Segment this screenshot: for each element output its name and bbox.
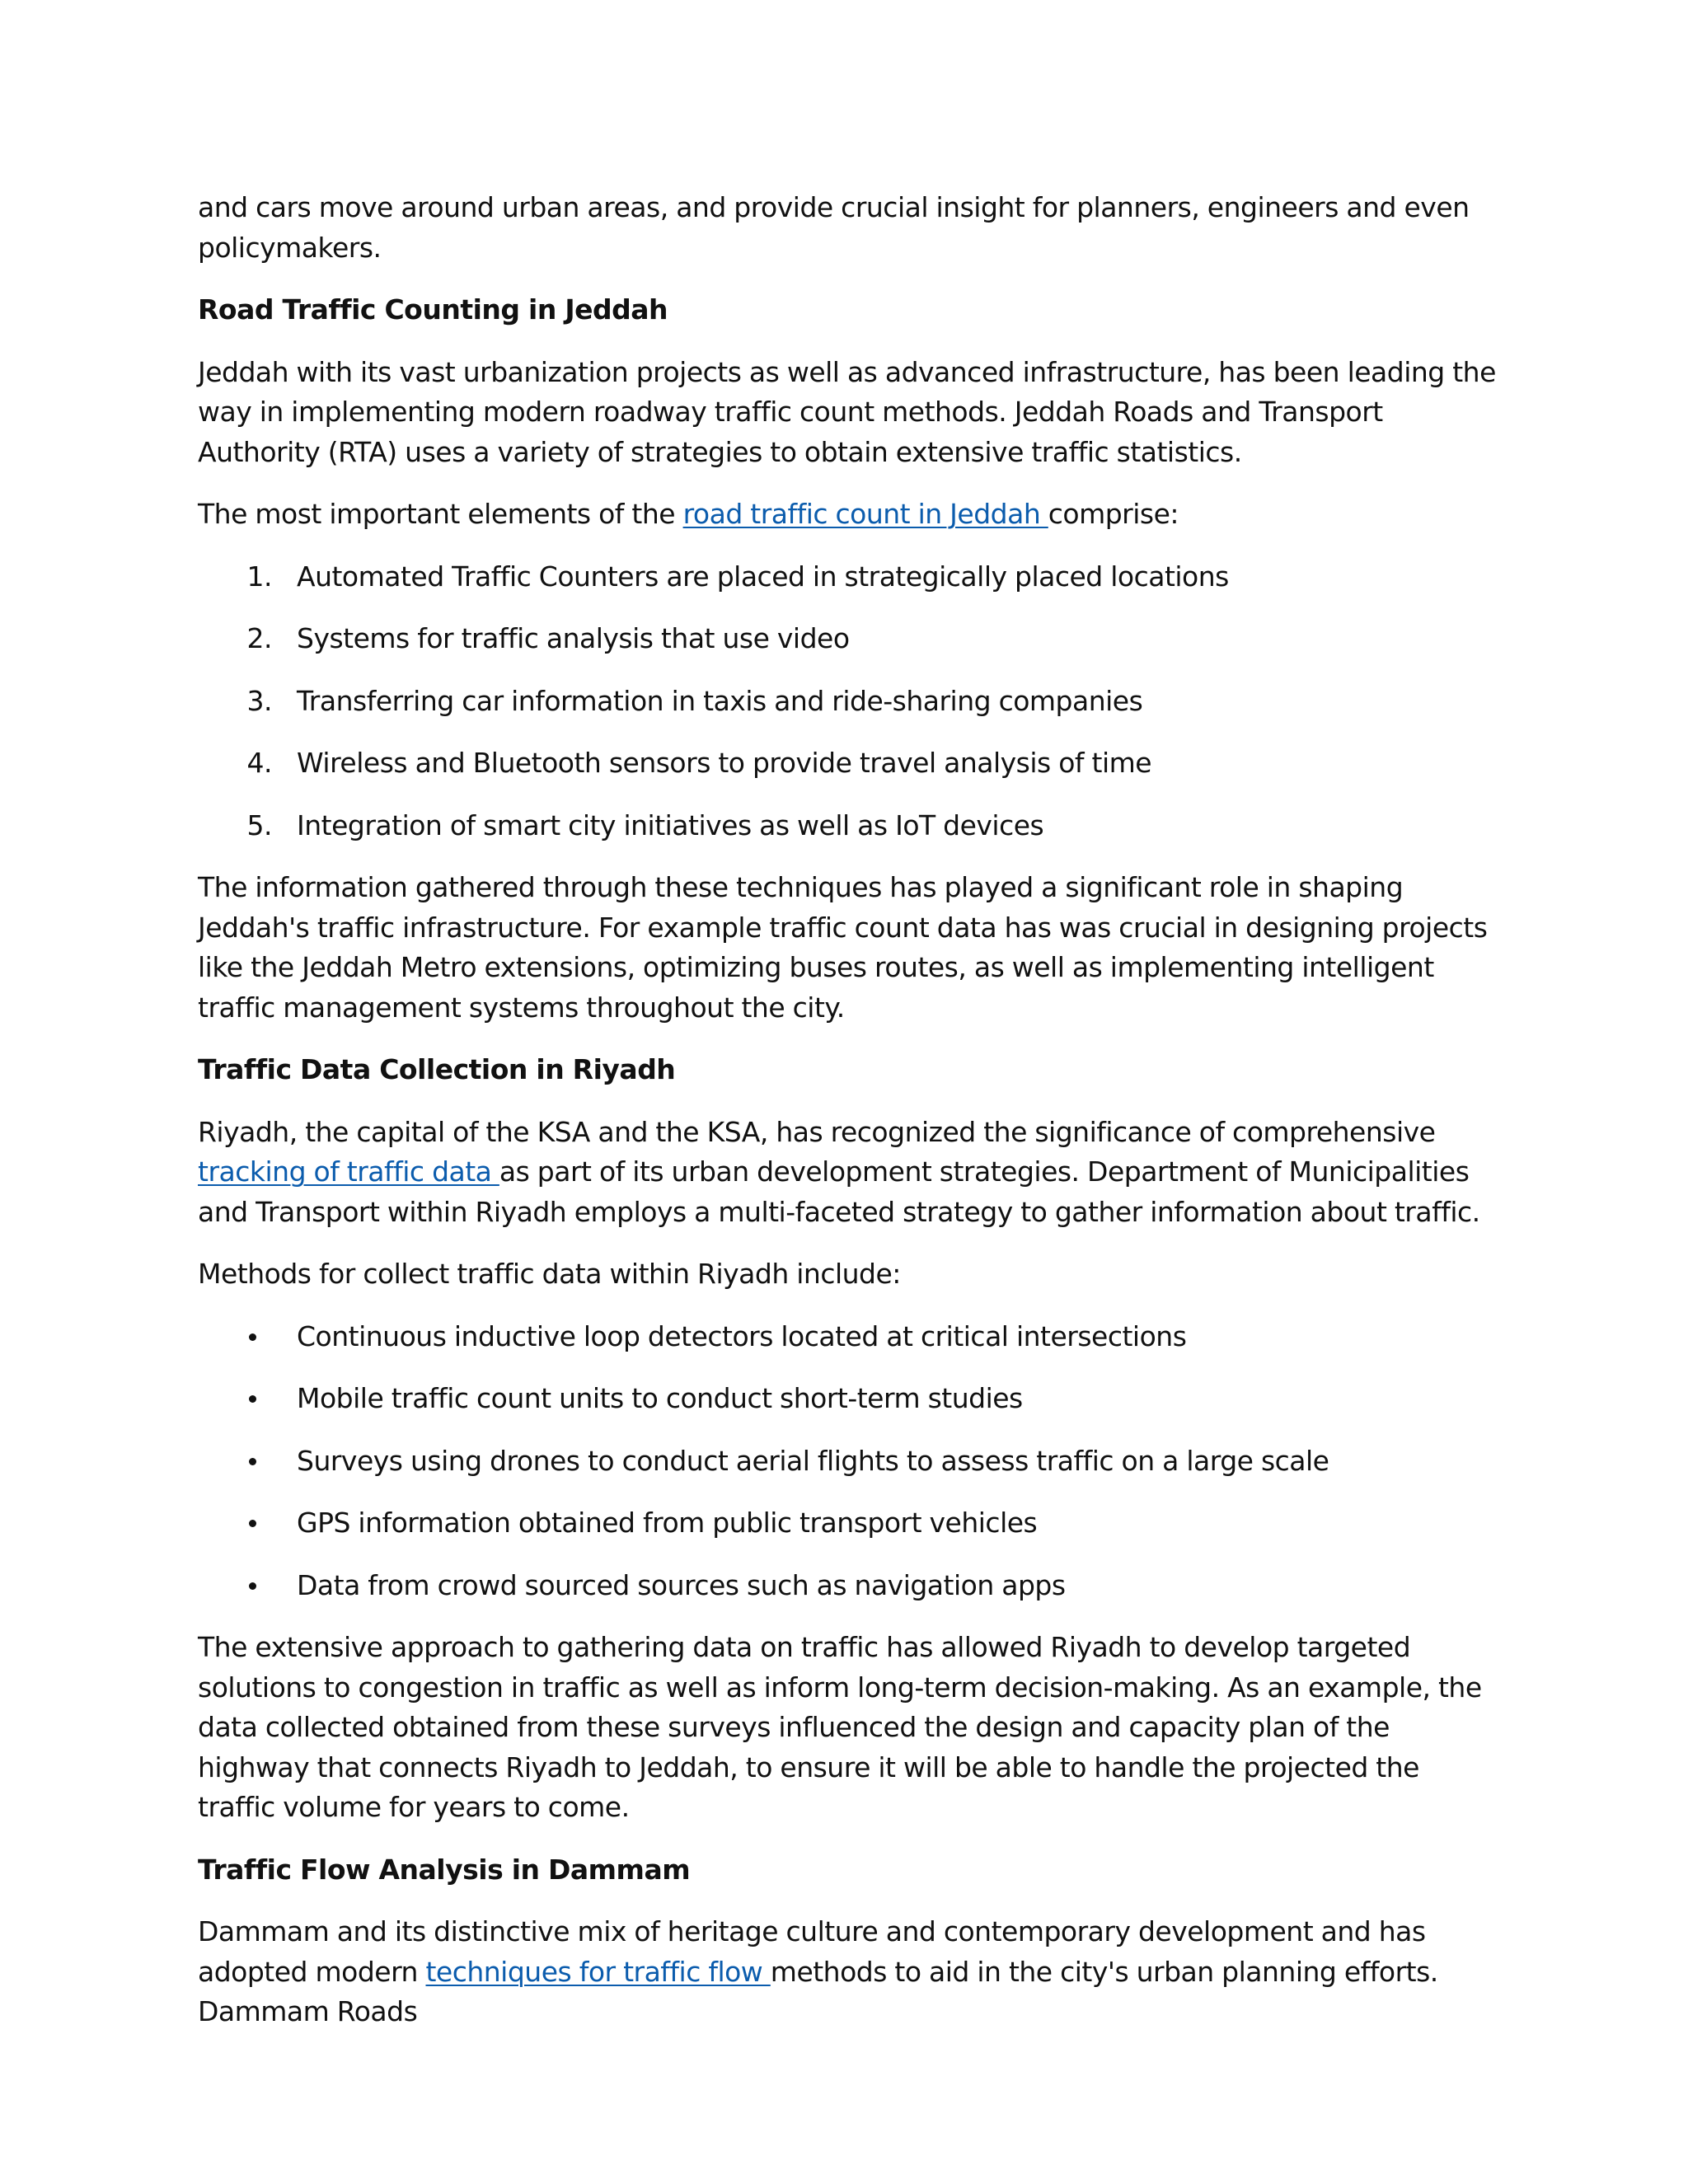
riyadh-paragraph-1: [198, 1113, 1500, 1233]
list-number: 1.: [246, 560, 272, 593]
riyadh-paragraph-1-text-after: as part of its urban development strategies. Department of Municipalities and Transport within Riyadh employs a multi-faceted strategy to gather information about traffic.: [198, 1155, 1480, 1228]
intro-paragraph: and cars move around urban areas, and provide crucial insight for planners, engineers and even policymakers.: [198, 191, 1470, 264]
list-item-text: Data from crowd sourced sources such as navigation apps: [297, 1568, 1066, 1601]
jeddah-paragraph-2-text-before: The most important elements of the: [198, 498, 683, 530]
list-item-text: Mobile traffic count units to conduct short-term studies: [297, 1382, 1023, 1414]
bullet-icon: [249, 1582, 256, 1590]
list-number: 4.: [246, 747, 272, 779]
dammam-heading: Traffic Flow Analysis in Dammam: [198, 1853, 691, 1886]
list-item: [198, 1317, 1500, 1357]
document-page: [198, 188, 1500, 2055]
jeddah-paragraph-1: Jeddah with its vast urbanization projects as well as advanced infrastructure, has been leading the way in implementing modern roadway traffic count methods. Jeddah Roads and Transport Authority (RTA) uses a variety of strategies to obtain extensive traffic statistics.: [198, 355, 1496, 468]
list-number: 2.: [246, 622, 272, 654]
riyadh-paragraph-3: The extensive approach to gathering data on traffic has allowed Riyadh to develop targeted solutions to congestion in traffic as well as inform long-term decision-making. As an example, the data collected obtained from these surveys influenced the design and capacity plan of the highway that connects Riyadh to Jeddah, to ensure it will be able to handle the projected the traffic volume for years to come.: [198, 1631, 1482, 1823]
list-item: [198, 619, 1500, 659]
list-item-text: Transferring car information in taxis and ride-sharing companies: [297, 684, 1143, 717]
jeddah-paragraph-2: [198, 494, 1500, 535]
list-item: [198, 743, 1500, 784]
jeddah-paragraph-3: The information gathered through these techniques has played a significant role in shaping Jeddah's traffic infrastructure. For example traffic count data has was crucial in designing projects like the Jeddah Metro extensions, optimizing buses routes, as well as implementing intelligent traffic management systems throughout the city.: [198, 871, 1488, 1024]
list-item-text: Integration of smart city initiatives as well as IoT devices: [297, 808, 1044, 841]
dammam-paragraph-1-text-after: methods to aid in the city's urban planning efforts. Dammam Roads: [198, 1955, 1438, 2027]
bullet-icon: [249, 1395, 256, 1403]
list-item: [198, 1379, 1500, 1419]
list-item-text: Continuous inductive loop detectors located at critical intersections: [297, 1319, 1187, 1352]
list-item: [198, 806, 1500, 846]
list-number: 3.: [246, 684, 272, 717]
jeddah-numbered-list: [198, 557, 1500, 846]
list-number: 5.: [246, 808, 272, 841]
list-item: [198, 682, 1500, 722]
tracking-traffic-data-link[interactable]: tracking of traffic data: [198, 1155, 499, 1188]
road-traffic-count-link[interactable]: road traffic count in Jeddah: [682, 498, 1048, 530]
bullet-icon: [249, 1333, 256, 1341]
list-item: [198, 1441, 1500, 1482]
jeddah-heading: Road Traffic Counting in Jeddah: [198, 293, 668, 326]
jeddah-paragraph-2-text-after: comprise:: [1048, 498, 1179, 530]
riyadh-heading: Traffic Data Collection in Riyadh: [198, 1053, 676, 1085]
list-item-text: Automated Traffic Counters are placed in strategically placed locations: [297, 560, 1229, 593]
traffic-flow-techniques-link[interactable]: techniques for traffic flow: [425, 1955, 771, 1988]
list-item: [198, 1566, 1500, 1606]
dammam-paragraph-1: [198, 1912, 1500, 2032]
riyadh-bullet-list: [198, 1317, 1500, 1606]
list-item: [198, 557, 1500, 598]
list-item-text: Systems for traffic analysis that use video: [297, 622, 850, 654]
list-item-text: GPS information obtained from public transport vehicles: [297, 1507, 1038, 1539]
list-item: [198, 1503, 1500, 1544]
list-item-text: Surveys using drones to conduct aerial flights to assess traffic on a large scale: [297, 1444, 1329, 1477]
riyadh-paragraph-2: Methods for collect traffic data within Riyadh include:: [198, 1258, 901, 1290]
bullet-icon: [249, 1520, 256, 1527]
list-item-text: Wireless and Bluetooth sensors to provide travel analysis of time: [297, 747, 1152, 779]
bullet-icon: [249, 1458, 256, 1465]
dammam-paragraph-1-text-before: Dammam and its distinctive mix of heritage culture and contemporary development and has adopted modern: [198, 1915, 1426, 1988]
riyadh-paragraph-1-text-before: Riyadh, the capital of the KSA and the KSA, has recognized the significance of comprehensive: [198, 1115, 1436, 1148]
